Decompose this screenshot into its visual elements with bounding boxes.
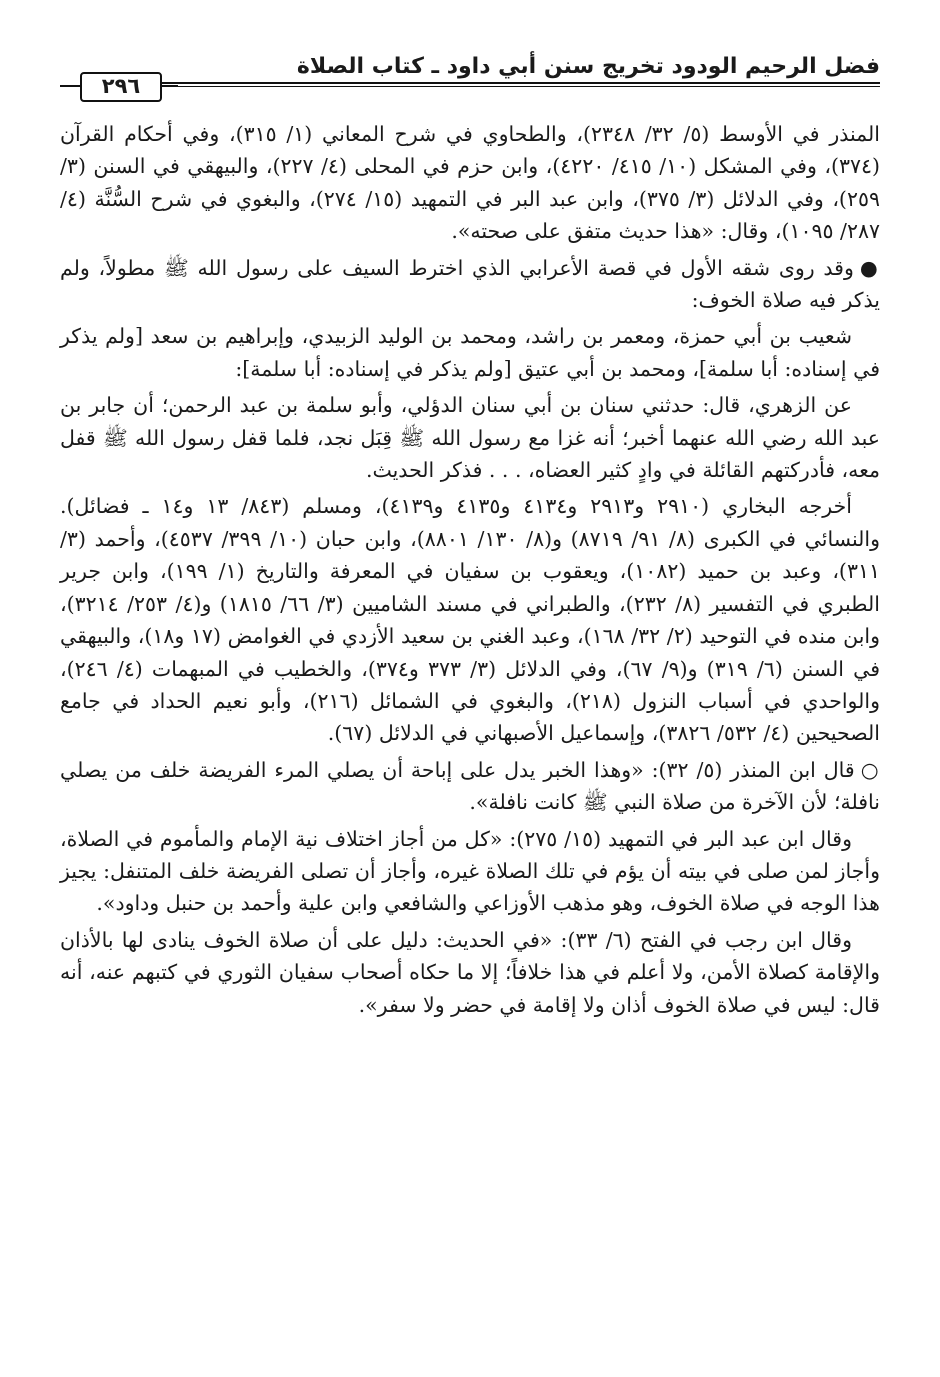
paragraph-text: أخرجه البخاري (٢٩١٠ و٢٩١٣ و٤١٣٤ و٤١٣٥ و٤١٣٩)، ومسلم (٨٤٣/ ١٣ و١٤ ـ فضائل). والنسائي في الكبرى (٨/ ٩١/ ٨٧١٩) و(٨/ ١٣٠/ ٨٨٠١)، وابن حبان (١٠/ ٣٩٩/ ٤٥٣٧)، وأحمد (٣/ ٣١١)، وعبد بن حميد (١٠٨٢)، ويعقوب بن سفيان في المعرفة والتاريخ (١/ ١٩٩)، وابن جرير الطبري في التفسير (٨/ ٢٣٢)، والطبراني في مسند الشاميين (٣/ ٦٦/ ١٨١٥) و(٤/ ٢٥٣/ ٣٢١٤)، وابن منده في التوحيد (٢/ ٣٢/ ١٦٨)، وعبد الغني بن سعيد الأزدي في الغوامض (١٧ و١٨)، والبيهقي في السنن (٦/ ٣١٩) و(٩/ ٦٧)، وفي الدلائل (٣/ ٣٧٣ و٣٧٤)، والخطيب في المبهمات (٤/ ٢٤٦)، والواحدي في أسباب النزول (٢١٨)، والبغوي في الشمائل (٢١٦)، وأبو نعيم الحداد في جامع الصحيحين (٤/ ٥٣٢/ ٣٨٢٦)، وإسماعيل الأصبهاني في الدلائل (٦٧). <box>60 494 881 746</box>
page-body <box>60 118 880 1025</box>
paragraph-text: قال ابن المنذر (٥/ ٣٢): «وهذا الخبر يدل على إباحة أن يصلي المرء الفريضة خلف من يصلي نافلة؛ لأن الآخرة من صلاة النبي ﷺ كانت نافلة». <box>60 757 880 815</box>
paragraph-hadith-text <box>60 389 880 486</box>
paragraph-text: وقد روى شقه الأول في قصة الأعرابي الذي اخترط السيف على رسول الله ﷺ مطولاً، ولم يذكر فيه صلاة الخوف: <box>60 255 880 313</box>
paragraph-bedouin-story-note <box>60 252 880 317</box>
paragraph-ibn-abd-al-barr <box>60 823 880 920</box>
paragraph-citations-continued <box>60 118 880 248</box>
badge-dash-right <box>160 85 178 87</box>
bullet-marker-icon: ● <box>859 255 881 280</box>
page-number: ٢٩٦ <box>101 74 141 98</box>
header-rule-thin <box>96 86 880 87</box>
header-rule <box>96 82 880 84</box>
running-title: فضل الرحيم الودود تخريج سنن أبي داود ـ كتاب الصلاة <box>296 54 880 79</box>
paragraph-ibn-rajab <box>60 924 880 1021</box>
circle-marker-icon: ○ <box>860 757 880 782</box>
paragraph-text: وقال ابن رجب في الفتح (٦/ ٣٣): «في الحديث: دليل على أن صلاة الخوف ينادى لها بالأذان والإقامة كصلاة الأمن، ولا أعلم في هذا خلافاً؛ إلا ما حكاه أصحاب سفيان الثوري في كتبهم عنه، أنه قال: ليس في صلاة الخوف أذان ولا إقامة في حضر ولا سفر». <box>60 927 880 1017</box>
paragraph-ibn-al-mundhir <box>60 754 880 819</box>
paragraph-text: عن الزهري، قال: حدثني سنان بن أبي سنان الدؤلي، وأبو سلمة بن عبد الرحمن؛ أن جابر بن عبد الله رضي الله عنهما أخبر؛ أنه غزا مع رسول الله ﷺ قِبَل نجد، فلما قفل رسول الله ﷺ قفل معه، فأدركتهم القائلة في وادٍ كثير العضاه، . . . فذكر الحديث. <box>60 393 880 483</box>
paragraph-takhrij <box>60 490 880 749</box>
paragraph-narrators <box>60 320 880 385</box>
paragraph-text: شعيب بن أبي حمزة، ومعمر بن راشد، ومحمد بن الوليد الزبيدي، وإبراهيم بن سعد [ولم يذكر في إسناده: أبا سلمة]، ومحمد بن أبي عتيق [ولم يذكر في إسناده: أبا سلمة]: <box>60 324 880 381</box>
paragraph-text: وقال ابن عبد البر في التمهيد (١٥/ ٢٧٥): «كل من أجاز اختلاف نية الإمام والمأموم في الصلاة، وأجاز لمن صلى في بيته أن يؤم في تلك الصلاة غيره، وأجاز أن تصلى الفريضة خلف المتنفل: يجيز هذا الوجه في صلاة الخوف، وهو مذهب الأوزاعي والشافعي وابن علية وأحمد بن حنبل وداود». <box>60 826 880 916</box>
paragraph-text: المنذر في الأوسط (٥/ ٣٢/ ٢٣٤٨)، والطحاوي في شرح المعاني (١/ ٣١٥)، وفي أحكام القرآن (٣٧٤)، وفي المشكل (١٠/ ٤١٥/ ٤٢٢٠)، وابن حزم في المحلى (٤/ ٢٢٧)، والبيهقي في السنن (٣/ ٢٥٩)، وفي الدلائل (٣/ ٣٧٥)، وابن عبد البر في التمهيد (١٥/ ٢٧٤)، والبغوي في شرح السُّنَّة (٤/ ٢٨٧/ ١٠٩٥)، وقال: «هذا حديث متفق على صحته». <box>60 122 880 244</box>
page-header <box>60 52 880 100</box>
badge-dash-left <box>60 85 80 87</box>
page-number-badge <box>60 72 178 102</box>
